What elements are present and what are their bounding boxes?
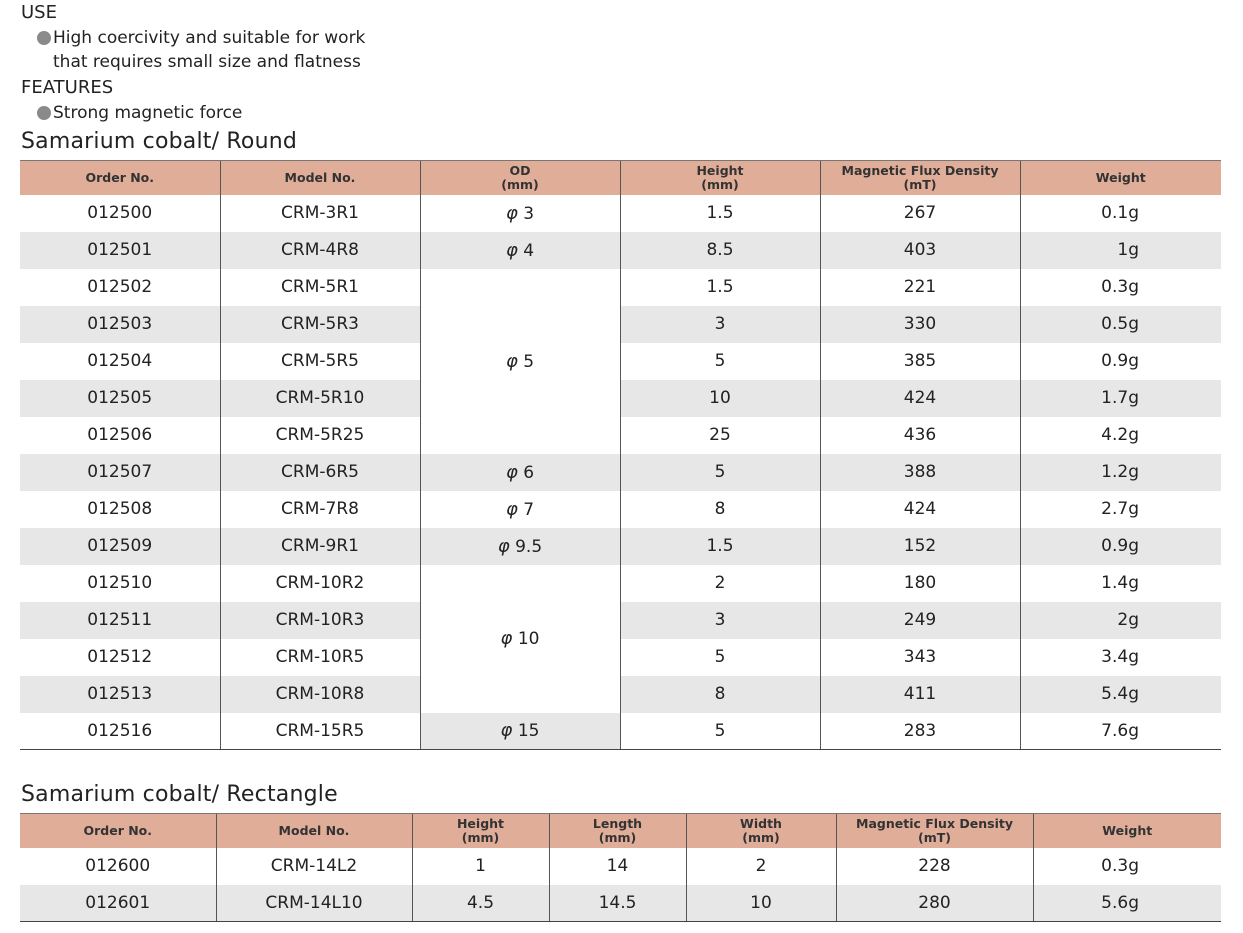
rect-spec-table [20,813,1221,922]
table-row [20,269,1221,306]
model-no-cell: CRM-3R1 [220,195,420,232]
round-spec-table [20,160,1221,750]
model-no-cell: CRM-14L2 [216,848,412,885]
od-cell [420,491,620,528]
od-value: 10 [517,629,540,649]
height-cell: 3 [620,306,820,343]
flux-cell: 436 [820,417,1020,454]
bullet-dot-icon [37,106,51,120]
col-header-weight: Weight [1020,161,1221,195]
table-row [20,343,1221,380]
order-no-cell: 012507 [20,454,220,491]
height-cell: 1.5 [620,528,820,565]
height-cell: 2 [620,565,820,602]
flux-cell: 388 [820,454,1020,491]
model-no-cell: CRM-10R8 [220,676,420,713]
weight-cell: 1g [1020,232,1221,269]
height-cell: 4.5 [412,885,549,922]
features-heading: FEATURES [21,77,114,98]
weight-cell: 3.4g [1020,639,1221,676]
order-no-cell: 012601 [20,885,216,922]
length-cell: 14 [549,848,686,885]
table-row [20,848,1221,885]
weight-cell: 5.4g [1020,676,1221,713]
order-no-cell: 012508 [20,491,220,528]
height-cell: 1.5 [620,269,820,306]
col-header-width: Width (mm) [686,814,836,848]
height-cell: 25 [620,417,820,454]
od-value: 6 [523,462,535,483]
height-cell: 1.5 [620,195,820,232]
flux-cell: 152 [820,528,1020,565]
od-cell [420,232,620,269]
col-header-height: Height (mm) [620,161,820,195]
weight-cell: 2.7g [1020,491,1221,528]
flux-cell: 221 [820,269,1020,306]
intro-section [21,0,621,125]
order-no-cell: 012505 [20,380,220,417]
model-no-cell: CRM-5R1 [220,269,420,306]
order-no-cell: 012513 [20,676,220,713]
diameter-symbol: φ [505,239,518,261]
diameter-symbol: φ [505,498,518,520]
table-row [20,528,1221,565]
table-row [20,232,1221,269]
flux-cell: 343 [820,639,1020,676]
height-cell: 3 [620,602,820,639]
use-line-2: that requires small size and flatness [53,52,361,72]
flux-cell: 267 [820,195,1020,232]
model-no-cell: CRM-10R5 [220,639,420,676]
flux-cell: 424 [820,491,1020,528]
col-header-order: Order No. [20,814,216,848]
model-no-cell: CRM-10R2 [220,565,420,602]
diameter-symbol: φ [505,350,518,372]
col-header-model: Model No. [216,814,412,848]
od-value: 3 [523,203,535,224]
diameter-symbol: φ [500,628,513,649]
use-heading: USE [21,2,57,23]
model-no-cell: CRM-10R3 [220,602,420,639]
weight-cell: 1.2g [1020,454,1221,491]
weight-cell: 0.9g [1020,528,1221,565]
col-header-flux: Magnetic Flux Density (mT) [820,161,1020,195]
weight-cell: 0.3g [1033,848,1221,885]
col-header-height: Height (mm) [412,814,549,848]
height-cell: 5 [620,713,820,750]
od-value: 5 [523,351,535,372]
order-no-cell: 012500 [20,195,220,232]
od-cell [420,269,620,454]
round-header-row [20,161,1221,195]
height-cell: 10 [620,380,820,417]
od-value: 15 [517,721,540,742]
col-header-order: Order No. [20,161,220,195]
width-cell: 2 [686,848,836,885]
height-cell: 5 [620,454,820,491]
height-cell: 5 [620,639,820,676]
flux-cell: 411 [820,676,1020,713]
table-row [20,454,1221,491]
height-cell: 8 [620,491,820,528]
weight-cell: 4.2g [1020,417,1221,454]
height-cell: 8 [620,676,820,713]
table-row [20,565,1221,602]
flux-cell: 330 [820,306,1020,343]
order-no-cell: 012509 [20,528,220,565]
order-no-cell: 012511 [20,602,220,639]
table-row [20,639,1221,676]
weight-cell: 0.9g [1020,343,1221,380]
use-bullet [21,25,621,50]
rect-header-row [20,814,1221,848]
rect-section-title: Samarium cobalt/ Rectangle [21,782,338,807]
order-no-cell: 012600 [20,848,216,885]
bullet-dot-icon [37,31,51,45]
table-row [20,713,1221,750]
od-cell [420,565,620,713]
flux-cell: 385 [820,343,1020,380]
table-row [20,602,1221,639]
model-no-cell: CRM-4R8 [220,232,420,269]
diameter-symbol: φ [497,535,510,557]
flux-cell: 424 [820,380,1020,417]
flux-cell: 403 [820,232,1020,269]
table-row [20,417,1221,454]
od-value: 4 [523,240,535,261]
weight-cell: 1.4g [1020,565,1221,602]
model-no-cell: CRM-15R5 [220,713,420,750]
col-header-od: OD (mm) [420,161,620,195]
model-no-cell: CRM-9R1 [220,528,420,565]
weight-cell: 0.5g [1020,306,1221,343]
features-line-1: Strong magnetic force [53,102,243,123]
use-line-1: High coercivity and suitable for work [53,27,366,48]
model-no-cell: CRM-14L10 [216,885,412,922]
model-no-cell: CRM-5R5 [220,343,420,380]
weight-cell: 2g [1020,602,1221,639]
col-header-model: Model No. [220,161,420,195]
od-value: 9.5 [515,536,543,557]
flux-cell: 228 [836,848,1033,885]
weight-cell: 0.1g [1020,195,1221,232]
model-no-cell: CRM-6R5 [220,454,420,491]
flux-cell: 180 [820,565,1020,602]
model-no-cell: CRM-5R10 [220,380,420,417]
weight-cell: 5.6g [1033,885,1221,922]
table-row [20,195,1221,232]
weight-cell: 1.7g [1020,380,1221,417]
od-cell [420,195,620,232]
col-header-flux: Magnetic Flux Density (mT) [836,814,1033,848]
flux-cell: 249 [820,602,1020,639]
features-bullet [21,100,621,125]
height-cell: 5 [620,343,820,380]
order-no-cell: 012503 [20,306,220,343]
width-cell: 10 [686,885,836,922]
od-cell [420,454,620,491]
order-no-cell: 012504 [20,343,220,380]
order-no-cell: 012502 [20,269,220,306]
weight-cell: 0.3g [1020,269,1221,306]
model-no-cell: CRM-5R25 [220,417,420,454]
order-no-cell: 012510 [20,565,220,602]
length-cell: 14.5 [549,885,686,922]
height-cell: 8.5 [620,232,820,269]
order-no-cell: 012506 [20,417,220,454]
order-no-cell: 012512 [20,639,220,676]
col-header-weight: Weight [1033,814,1221,848]
model-no-cell: CRM-5R3 [220,306,420,343]
diameter-symbol: φ [505,461,518,483]
order-no-cell: 012501 [20,232,220,269]
diameter-symbol: φ [500,720,513,742]
table-row [20,885,1221,922]
flux-cell: 280 [836,885,1033,922]
height-cell: 1 [412,848,549,885]
diameter-symbol: φ [505,202,518,224]
od-value: 7 [523,499,535,520]
col-header-length: Length (mm) [549,814,686,848]
od-cell [420,528,620,565]
table-row [20,676,1221,713]
table-row [20,491,1221,528]
order-no-cell: 012516 [20,713,220,750]
flux-cell: 283 [820,713,1020,750]
table-row [20,306,1221,343]
weight-cell: 7.6g [1020,713,1221,750]
model-no-cell: CRM-7R8 [220,491,420,528]
round-section-title: Samarium cobalt/ Round [21,129,298,154]
table-row [20,380,1221,417]
od-cell [420,713,620,750]
